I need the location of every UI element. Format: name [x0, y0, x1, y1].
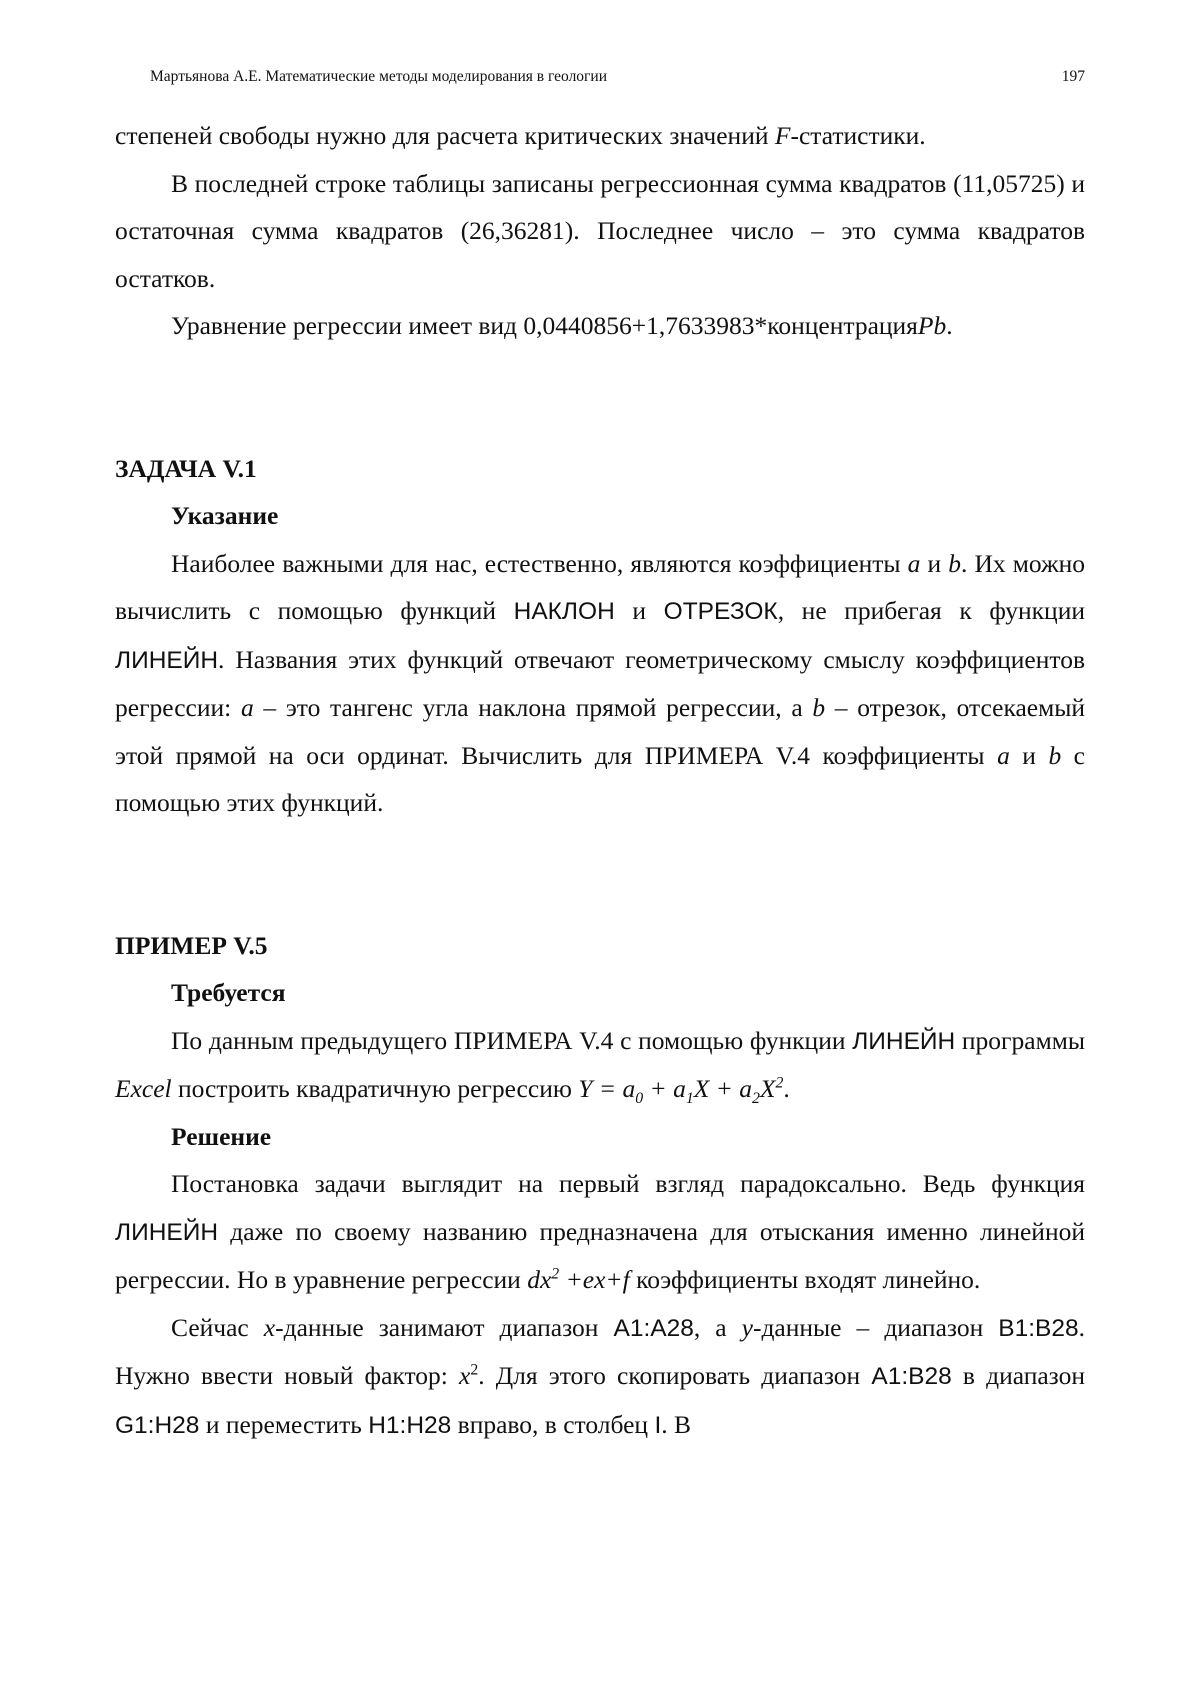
- formula-part: Y: [578, 1074, 593, 1103]
- task-subheading: Указание: [171, 501, 279, 530]
- text-run: и: [920, 548, 949, 578]
- text-run: в диапазон: [951, 1361, 1085, 1390]
- italic-b: b: [812, 693, 826, 722]
- formula-subscript: 2: [752, 1090, 760, 1108]
- paragraph-sums: В последней строке таблицы записаны регрессионная сумма квадратов (11,05725) и остаточная сумма квадратов (26,36281). Последнее число – это сумма квадратов остатков.: [115, 168, 1085, 293]
- paragraph-equation: [115, 302, 1085, 350]
- formula-part: X: [693, 1074, 710, 1103]
- text-run: вправо, в столбец: [451, 1409, 655, 1439]
- formula-part: +ex+f: [559, 1265, 630, 1294]
- formula-part: +: [709, 1074, 740, 1103]
- paragraph-requirement: [115, 1017, 1085, 1113]
- text-run: . Для этого скопировать диапазон: [478, 1361, 872, 1390]
- text-run: и: [614, 596, 664, 625]
- text-run: коэффициенты входят линейно.: [629, 1265, 981, 1294]
- text-run: программы: [955, 1025, 1085, 1055]
- running-title: Мартьянова А.Е. Математические методы моделирования в геологии: [150, 68, 608, 85]
- italic-a: a: [907, 548, 921, 578]
- running-header: [150, 68, 1085, 90]
- italic-F: F: [774, 121, 791, 150]
- text-run: -данные занимают диапазон: [275, 1312, 614, 1342]
- page-body: [115, 112, 1085, 1449]
- text-run: . В: [661, 1409, 692, 1439]
- task-heading: ЗАДАЧА V.1: [115, 453, 257, 483]
- paragraph-solution: [115, 1160, 1085, 1304]
- function-name: ЛИНЕЙН: [115, 646, 219, 674]
- text-run: – отрезок, отсекаемый этой прямой на оси ординат. Вычислить для ПРИМЕРА V.4 коэффициенты: [115, 693, 1085, 770]
- text-run: Уравнение регрессии имеет вид 0,0440856+1,7633983*концентрация: [171, 311, 918, 340]
- paragraph-dof: [115, 112, 1085, 160]
- function-name: ОТРЕЗОК: [663, 598, 778, 625]
- cell-range: A1:B28: [871, 1363, 952, 1390]
- cell-range: H1:H28: [368, 1411, 452, 1439]
- text-run: Постановка задачи выглядит на первый взгляд парадоксально. Ведь функция: [171, 1169, 1085, 1198]
- text-run: и: [1009, 740, 1049, 770]
- italic-a: a: [997, 740, 1010, 770]
- text-run: – это тангенс угла наклона прямой регрессии, а: [253, 693, 813, 722]
- italic-a: a: [240, 693, 254, 722]
- text-run: . Нужно ввести новый фактор:: [115, 1312, 1085, 1390]
- formula-subscript: 0: [635, 1090, 644, 1108]
- formula-part: X: [759, 1074, 776, 1103]
- formula-superscript: 2: [470, 1361, 479, 1379]
- page-number: 197: [1061, 68, 1085, 85]
- italic-b: b: [1048, 740, 1062, 770]
- text-run: -статистики.: [790, 121, 926, 150]
- spacer: [115, 350, 1085, 445]
- text-run: построить квадратичную регрессию: [171, 1074, 579, 1103]
- text-run: с помощью этих функций.: [115, 740, 1085, 817]
- solution-heading: Решение: [171, 1121, 272, 1151]
- function-name: ЛИНЕЙН: [852, 1027, 956, 1055]
- italic-x: x: [263, 1312, 276, 1342]
- formula-part: =: [592, 1074, 623, 1103]
- text-run: . Их можно вычислить с помощью функций: [115, 548, 1085, 625]
- formula-part: a: [739, 1074, 753, 1103]
- function-name: НАКЛОН: [513, 598, 615, 625]
- text-run: .: [783, 1074, 790, 1103]
- italic-b: b: [948, 548, 961, 578]
- formula-part: a: [622, 1074, 636, 1103]
- formula-part: dx: [527, 1265, 552, 1294]
- text-run: даже по своему названию предназначена для отыскания именно линейной регрессии. Но в уравнение регрессии: [115, 1216, 1085, 1294]
- text-run: . Названия этих функций отвечают геометрическому смыслу коэффициентов регрессии:: [115, 644, 1085, 722]
- text-run: , а: [693, 1312, 742, 1342]
- text-run: , не прибегая к функции: [777, 596, 1085, 625]
- cell-range: B1:B28: [998, 1314, 1079, 1342]
- formula-part: +: [643, 1074, 674, 1103]
- text-run: .: [946, 311, 953, 340]
- formula-superscript: 2: [775, 1074, 784, 1092]
- example-heading: ПРИМЕР V.5: [115, 930, 268, 960]
- paragraph-ranges: [115, 1304, 1085, 1450]
- formula-superscript: 2: [551, 1265, 560, 1283]
- column-letter: I: [654, 1411, 662, 1439]
- text-run: По данным предыдущего ПРИМЕРА V.4 с помощью функции: [171, 1025, 853, 1055]
- text-run: -данные – диапазон: [752, 1312, 999, 1342]
- italic-excel: Excel: [115, 1074, 172, 1103]
- paragraph-task: [115, 540, 1085, 827]
- function-name: ЛИНЕЙН: [115, 1218, 219, 1246]
- text-run: Сейчас: [171, 1312, 264, 1342]
- text-run: и переместить: [199, 1409, 369, 1439]
- italic-pb: Pb: [917, 311, 947, 340]
- spacer: [115, 827, 1085, 922]
- cell-range: A1:A28: [613, 1314, 694, 1342]
- italic-x: x: [459, 1361, 471, 1390]
- text-run: Наиболее важными для нас, естественно, являются коэффициенты: [171, 548, 908, 578]
- cell-range: G1:H28: [115, 1411, 200, 1439]
- regression-formula: [578, 1074, 784, 1108]
- requirement-heading: Требуется: [171, 978, 286, 1007]
- formula-subscript: 1: [685, 1090, 694, 1108]
- italic-y: y: [741, 1312, 753, 1342]
- text-run: степеней свободы нужно для расчета критических значений: [115, 121, 775, 150]
- formula-part: a: [673, 1074, 686, 1103]
